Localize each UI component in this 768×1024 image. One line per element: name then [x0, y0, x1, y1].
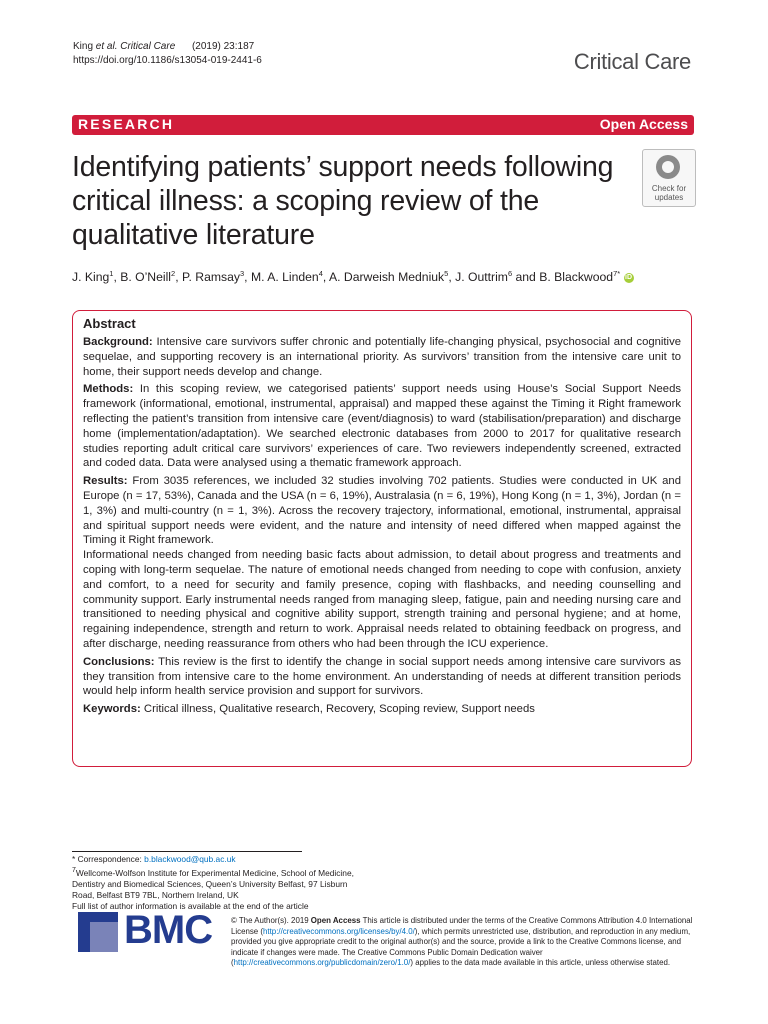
abstract-conclusions: Conclusions: This review is the first to identify the change in social support needs among intensive care survivors as they transition from intensive care to the home environment. An understanding of needs at different transition periods would help inform health service provision and support for survivors.	[83, 655, 682, 698]
doi-link[interactable]: https://doi.org/10.1186/s13054-019-2441-6	[73, 55, 262, 66]
author-name: J. Outtrim	[455, 270, 508, 285]
author-name: J. King	[72, 270, 110, 285]
abstract-results: Results: From 3035 references, we included 32 studies involving 702 patients. Studies were conducted in UK and Europe (n = 17, 53%), Canada and the USA (n = 6, 19%), Australasia (n = 6, 19%), Hong Kong (n = 1, 3%), Jordan (n = 1, 3%) and multi-country (n = 1, 3%). Across the recovery trajectory, informational, emotional, instrumental, appraisal and spiritual support needs were evident, and the nature and intensity of need differed when mapped against the Timing it Right framework.	[83, 475, 681, 547]
affiliation: Wellcome-Wolfson Institute for Experimental Medicine, School of Medicine, Dentistry and Biomedical Sciences, Queen’s University Belfast, 97 Lisburn Road, Belfast BT9 7BL, Northern Ireland, UK	[72, 867, 354, 900]
abstract-keywords: Keywords: Critical illness, Qualitative research, Recovery, Scoping review, Support needs	[83, 703, 535, 716]
citation-authors: King	[73, 41, 96, 52]
citation-year: (2019) 23:187	[191, 41, 255, 52]
article-title: Identifying patients’ support needs following critical illness: a scoping review of the qualitative literature	[72, 151, 614, 251]
license-link[interactable]: http://creativecommons.org/licenses/by/4.0/	[263, 926, 415, 936]
abstract-background: Background: Intensive care survivors suffer chronic and potentially life-changing physical, psychosocial and cognitive sequelae, and supporting recovery is an international priority. As survivors’ transition from the intensive care unit to home, their support needs develop and change.	[83, 336, 682, 378]
citation-etal: et al. Critical Care	[95, 41, 176, 52]
footnote: * Correspondence: b.blackwood@qub.ac.uk $^7$Wellcome-Wolfson Institute for Experimental Medicine, School of Medicine, Dentistry and Biomedical Sciences, Queen’s University Belfast, 97 Lisburn Road, Belfast BT9 7BL, Northern Ireland, UK Full list of author information is available at the end of the article	[72, 851, 372, 912]
orcid-icon[interactable]: iD	[625, 273, 633, 281]
footnote-rule	[72, 851, 302, 852]
crossmark-icon	[656, 155, 680, 179]
abstract-heading: Abstract	[83, 316, 136, 331]
author-name: B. Blackwood	[539, 270, 614, 285]
author-name: P. Ramsay	[181, 270, 240, 285]
journal-name: Critical Care	[573, 49, 691, 74]
more-info-note: Full list of author information is available at the end of the article	[72, 900, 309, 911]
check-for-updates-badge[interactable]	[642, 149, 696, 207]
bmc-logo	[78, 908, 218, 962]
article-type-banner	[72, 115, 694, 135]
bmc-logo-text: BMC	[124, 908, 213, 952]
author-list: J. King$^1$, B. O’Neill$^2$, P. Ramsay$^3$, M. A. Linden$^4$, A. Darweish Medniuk$^5$, J. Outtrim$^6$ and B. Blackwood$^{7*}$ iD	[72, 269, 633, 285]
public-domain-link[interactable]: http://creativecommons.org/publicdomain/zero/1.0/	[233, 958, 411, 968]
check-for-label: Check for	[651, 184, 687, 193]
updates-label: updates	[654, 193, 684, 202]
abstract-methods: Methods: In this scoping review, we categorised patients’ support needs using House’s Social Support Needs framework (informational, emotional, instrumental, appraisal) and mapped these against the Timing it Right framework reflecting the patient’s transition from intensive care (event/diagnosis) to ward (stabilisation/preparation) and discharge home (implementation/adaptation). We searched electronic databases from 2000 to 2017 for qualitative research studies reporting adult critical care survivors’ experiences of care. Two reviewers independently screened, extracted and coded data. Data were analysed using a thematic framework approach.	[83, 383, 682, 470]
correspondence-email-link[interactable]: b.blackwood@qub.ac.uk	[144, 854, 236, 864]
abstract-results-continued: Informational needs changed from needing basic facts about admission, to detail about progress and treatments and coping with long-term sequelae. The nature of emotional needs changed from needing to cope with confusion, anxiety and comfort, to a need for security and family presence, coping with flashbacks, and needing counselling and community support. Early instrumental needs ranged from managing sleep, fatigue, pain and needing nursing care and transitioned to needing physical and cognitive ability support, strength training and personal hygiene; and at home, regaining independence, strength and return to work. Appraisal needs related to obtaining feedback on progress, and after discharge, needing reassurance from others who had been through the ICU experience.	[83, 549, 681, 650]
citation	[73, 40, 262, 68]
author-name: A. Darweish Medniuk	[329, 270, 445, 285]
author-name: M. A. Linden	[250, 270, 319, 285]
author-name: B. O’Neill	[120, 270, 172, 285]
open-access-label: Open Access	[599, 116, 688, 132]
article-type-label: RESEARCH	[78, 116, 175, 132]
abstract-box	[72, 310, 692, 767]
copyright-notice: © The Author(s). 2019 Open Access This article is distributed under the terms of the Creative Commons Attribution 4.0 International License (http://creativecommons.org/licenses/by/4.0/), which permits unrestricted use, distribution, and reproduction in any medium, provided you give appropriate credit to the original author(s) and the source, provide a link to the Creative Commons license, and indicate if changes were made. The Creative Commons Public Domain Dedication waiver (http://creativecommons.org/publicdomain/zero/1.0/) applies to the data made available in this article, unless otherwise stated.	[231, 916, 693, 968]
